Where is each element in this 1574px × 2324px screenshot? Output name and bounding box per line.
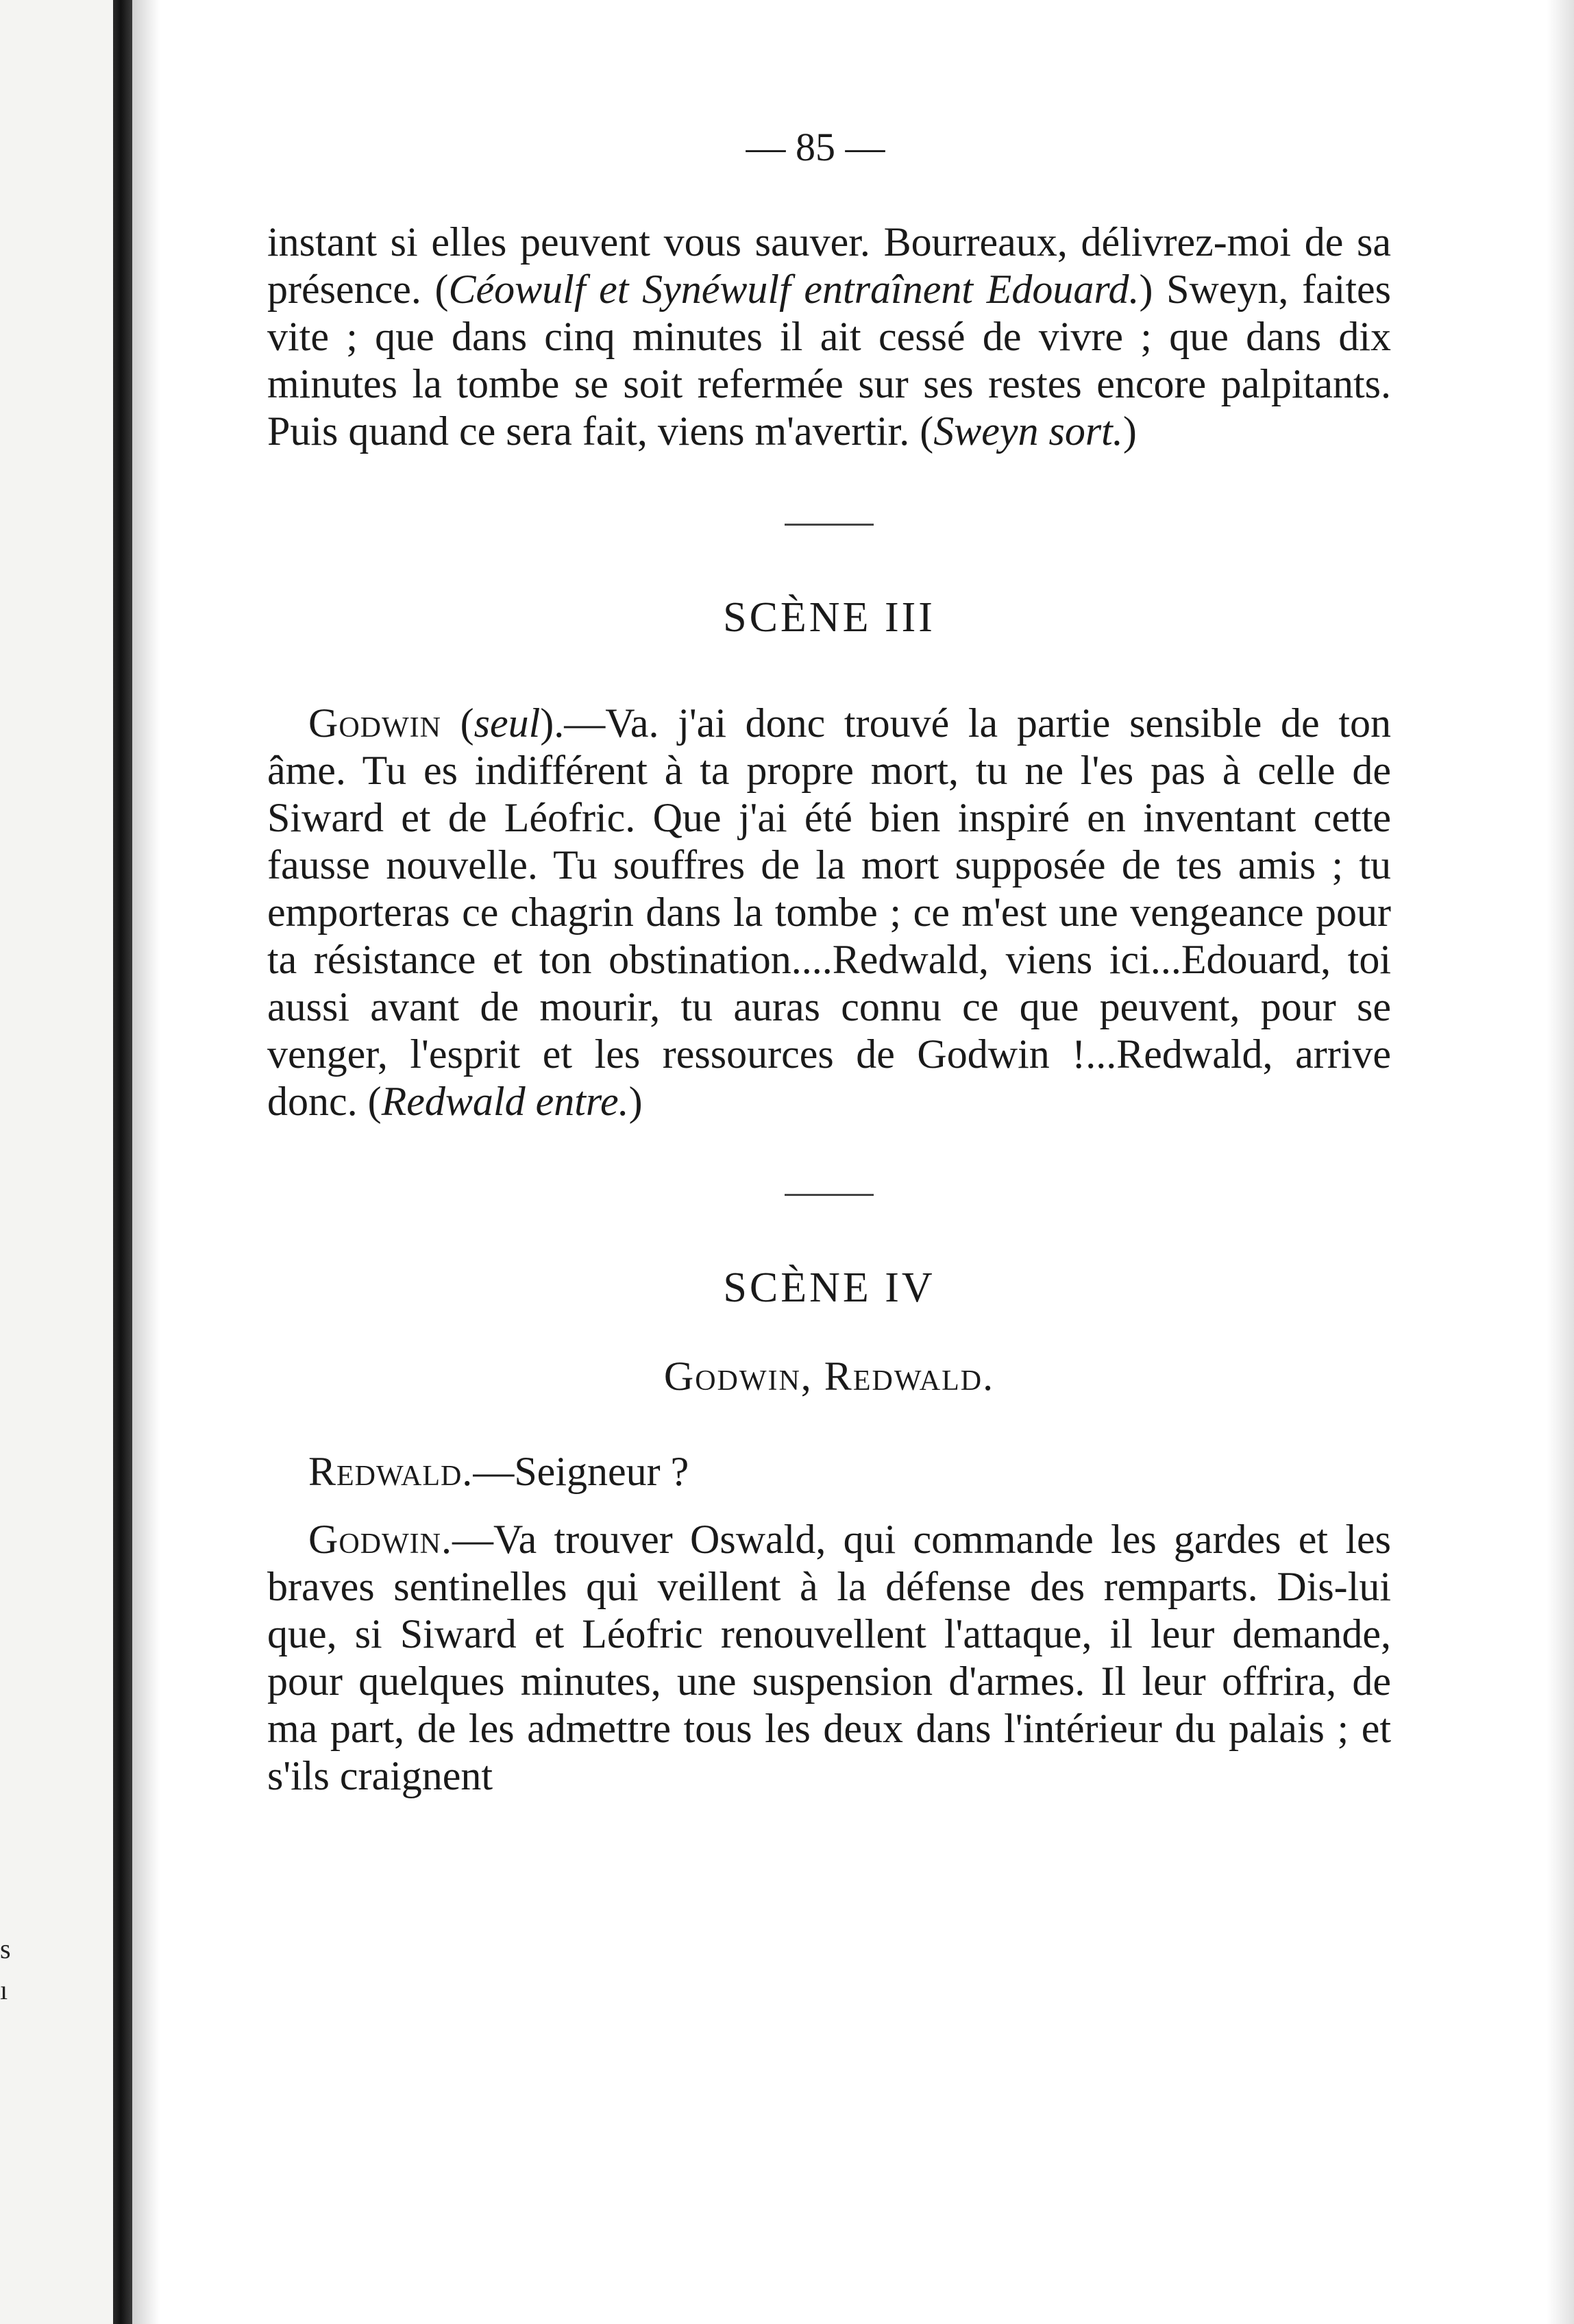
book-spine — [113, 0, 132, 2324]
stage-direction-2: Sweyn sort. — [933, 408, 1123, 454]
page-content — [267, 123, 1391, 1800]
scene-divider-1 — [785, 524, 874, 526]
speaker-godwin-2: Godwin. — [308, 1517, 452, 1562]
stage-direction-redwald-entre: Redwald entre. — [381, 1079, 629, 1124]
redwald-text: —Seigneur ? — [473, 1449, 689, 1494]
redwald-line — [267, 1448, 1391, 1495]
page-number: — 85 — — [746, 125, 885, 169]
left-margin — [0, 0, 113, 2324]
scene-3-text: Va. j'ai donc trouvé la partie sensible de ton âme. Tu es indifférent à ta propre mort, tu ne l'es pas à celle de Siward et de Léofric. Que j'ai été bien inspiré en inventant cette fausse nouvelle. Tu souffres de la mort supposée de tes amis ; tu emporteras ce chagrin dans la tombe ; ce m'est une vengeance pour ta résistance et ton obstination....Redwald, viens ici...Edouard, toi aussi avant de mourir, tu auras connu ce que peuvent, pour se venger, l'esprit et les ressources de Godwin !...Redwald, arrive donc. ( — [267, 700, 1391, 1124]
stage-open: ( — [441, 700, 474, 746]
scene-3-close: ) — [628, 1079, 643, 1124]
opening-text-1: instant si elles peuvent vous sauver. Bourreaux, délivrez-moi de sa présence. ( — [267, 219, 1391, 312]
scene-4-characters: Godwin, Redwald. — [663, 1354, 995, 1399]
spine-shadow — [132, 0, 160, 2324]
margin-mark-1: s — [0, 1933, 11, 1964]
opening-paragraph — [267, 219, 1391, 455]
stage-direction-1: Céowulf et Synéwulf entraînent Edouard. — [448, 267, 1140, 312]
godwin-text: —Va trouver Oswald, qui commande les gardes et les braves sentinelles qui veillent à la défense des remparts. Dis-lui que, si Siward et Léofric renouvellent l'attaque, il leur demande, pour quelques minutes, une suspension d'armes. Il leur offrira, de ma part, de les admettre tous les deux dans l'intérieur du palais ; et s'ils craignent — [267, 1517, 1391, 1798]
spacer — [267, 1495, 1391, 1516]
speaker-redwald: Redwald. — [308, 1449, 474, 1494]
opening-text-2: ) Sweyn, faites vite ; que dans cinq minutes il ait cessé de vivre ; que dans dix minutes la tombe se soit refermée sur ses restes encore palpitants. Puis quand ce sera fait, viens m'avertir. ( — [267, 267, 1392, 454]
opening-text-3: ) — [1122, 408, 1137, 454]
scene-divider-2 — [785, 1194, 874, 1196]
stage-close: ).— — [540, 700, 606, 746]
scene-3-title: SCÈNE III — [723, 594, 935, 641]
scene-4-title: SCÈNE IV — [723, 1264, 935, 1311]
stage-direction-seul: seul — [474, 700, 541, 746]
speaker-godwin: Godwin — [308, 700, 441, 746]
godwin-line — [267, 1516, 1391, 1800]
page-edge — [1547, 0, 1574, 2324]
margin-mark-2: ı — [0, 1974, 8, 2005]
scene-3-speech — [267, 700, 1391, 1125]
